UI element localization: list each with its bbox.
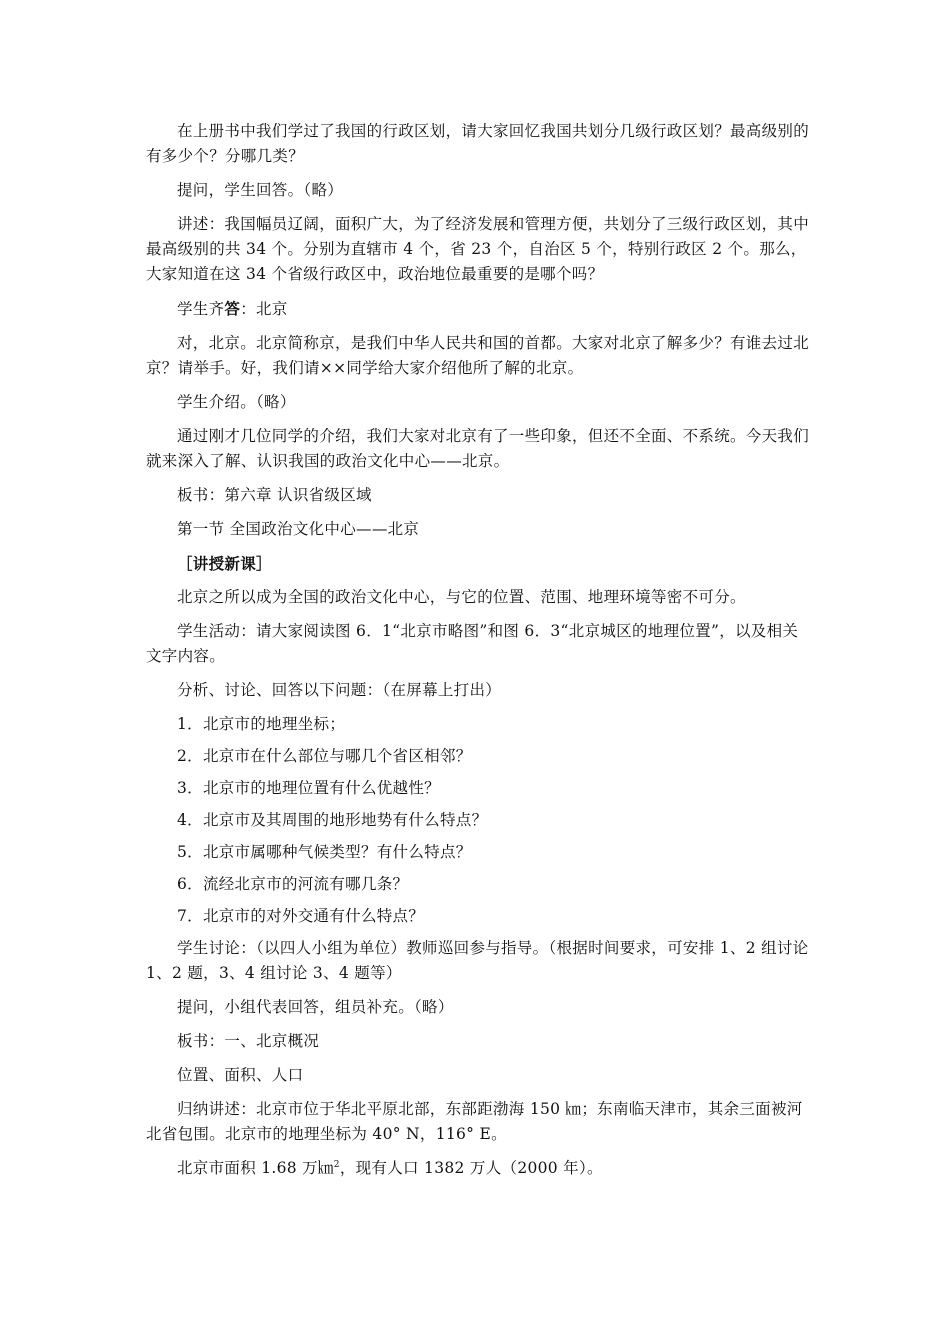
list-item-question-6: 6．流经北京市的河流有哪几条？ — [177, 875, 409, 893]
list-item-question-4: 4．北京市及其周围的地形地势有什么特点？ — [177, 811, 488, 829]
paragraph-transition: 通过刚才几位同学的介绍，我们大家对北京有了一些印象，但还不全面、不系统。今天我们就来深入了解、认识我国的政治文化中心——北京。 — [146, 427, 810, 470]
paragraph-student-intro: 学生介绍。（略） — [177, 393, 296, 411]
paragraph-analysis-prompt: 分析、讨论、回答以下问题：（在屏幕上打出） — [177, 681, 502, 699]
paragraph-section-title: 第一节 全国政治文化中心——北京 — [177, 520, 420, 538]
list-item-question-3: 3．北京市的地理位置有什么优越性？ — [177, 779, 440, 797]
text-post: ，现有人口 1382 万人（2000 年）。 — [339, 1159, 603, 1177]
paragraph-beijing-intro: 对，北京。北京简称京，是我们中华人民共和国的首都。大家对北京了解多少？有谁去过北京？请举手。好，我们请××同学给大家介绍他所了解的北京。 — [146, 334, 810, 377]
paragraph-student-discussion: 学生讨论：（以四人小组为单位）教师巡回参与指导。（根据时间要求，可安排 1、2 组讨论 1、2 题，3、4 组讨论 3、4 题等） — [146, 939, 809, 982]
list-item-question-2: 2．北京市在什么部位与哪几个省区相邻？ — [177, 747, 472, 765]
paragraph-board-overview: 板书：一、北京概况 — [177, 1032, 320, 1050]
list-item-question-7: 7．北京市的对外交通有什么特点？ — [177, 907, 425, 925]
paragraph-location-importance: 北京之所以成为全国的政治文化中心，与它的位置、范围、地理环境等密不可分。 — [177, 588, 746, 606]
text-post: ：北京 — [240, 300, 288, 318]
text-bold: 答 — [224, 299, 241, 318]
paragraph-summary: 归纳讲述：北京市位于华北平原北部，东部距渤海 150 ㎞；东南临天津市，其余三面被河北省包围。北京市的地理坐标为 40° N，116° E。 — [146, 1100, 803, 1143]
text-pre: 北京市面积 1.68 万㎞ — [177, 1159, 334, 1177]
paragraph-explanation: 讲述：我国幅员辽阔，面积广大，为了经济发展和管理方便，共划分了三级行政区划，其中最高级别的共 34 个。分别为直辖市 4 个，省 23 个，自治区 5 个，特别行政区 2 个。那么，大家知道在这 34 个省级行政区中，政治地位最重要的是哪个吗？ — [146, 215, 810, 283]
paragraph-student-answer: 提问，学生回答。（略） — [177, 181, 344, 199]
list-item-question-5: 5．北京市属哪种气候类型？有什么特点？ — [177, 843, 472, 861]
paragraph-group-answer: 提问，小组代表回答，组员补充。（略） — [177, 998, 454, 1016]
list-item-question-1: 1．北京市的地理坐标； — [177, 715, 346, 733]
document-page — [146, 119, 810, 1190]
paragraph-area-population — [146, 1156, 810, 1181]
paragraph-board-chapter: 板书：第六章 认识省级区域 — [177, 486, 372, 504]
text-pre: 学生齐 — [177, 300, 225, 318]
superscript: 2 — [333, 1159, 340, 1170]
paragraph-subtopics: 位置、面积、人口 — [177, 1066, 304, 1084]
paragraph-intro-question: 在上册书中我们学过了我国的行政区划，请大家回忆我国共划分几级行政区划？最高级别的有多少个？分哪几类？ — [146, 122, 810, 165]
paragraph-student-activity: 学生活动：请大家阅读图 6．1“北京市略图”和图 6．3“北京城区的地理位置”，以及相关文字内容。 — [146, 622, 799, 665]
paragraph-new-lesson-heading: ［讲授新课］ — [177, 554, 272, 573]
paragraph-students-answer-beijing — [146, 296, 810, 322]
